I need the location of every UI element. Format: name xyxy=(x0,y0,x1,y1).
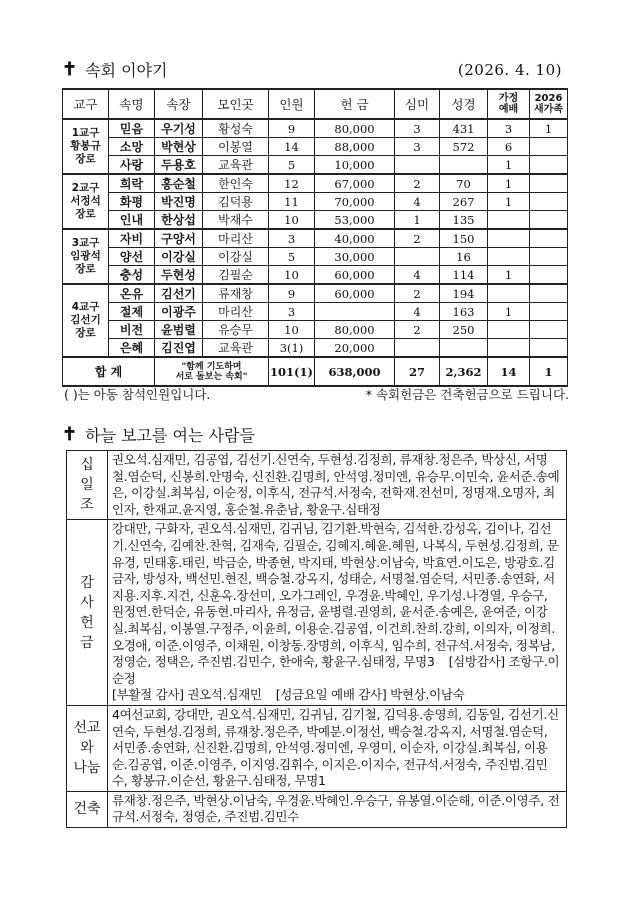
table-cell: 한인숙 xyxy=(203,174,269,193)
category-char: 건축 xyxy=(73,801,101,818)
table-cell: 1 xyxy=(530,119,568,138)
table-cell: 40,000 xyxy=(315,229,395,248)
total-label: 합 계 xyxy=(63,357,155,386)
category-char: 일 xyxy=(80,477,94,494)
notes-row xyxy=(64,385,569,403)
table-cell xyxy=(530,284,568,303)
table-cell: 1 xyxy=(395,211,440,230)
table-cell: 우기성 xyxy=(155,119,203,138)
table-row xyxy=(63,321,568,339)
total-cell: 2,362 xyxy=(440,357,488,386)
table-row xyxy=(63,266,568,285)
donor-names xyxy=(108,705,567,791)
table-cell: 1 xyxy=(488,303,530,321)
table-cell xyxy=(488,229,530,248)
header-cell: 속명 xyxy=(109,89,155,119)
donor-names xyxy=(108,791,567,827)
section-donors-heading xyxy=(62,423,255,446)
cross-icon: ✝ xyxy=(62,424,78,445)
table-cell: 홍순철 xyxy=(155,174,203,193)
donor-category xyxy=(67,451,108,520)
category-char: 선교 xyxy=(73,720,101,737)
table-cell xyxy=(530,193,568,211)
table-cell: 150 xyxy=(440,229,488,248)
table-cell: 교육관 xyxy=(203,339,269,358)
table-row xyxy=(63,229,568,248)
category-char: 감 xyxy=(80,574,94,591)
table-cell: 114 xyxy=(440,266,488,285)
table-cell: 2 xyxy=(395,174,440,193)
total-motto: "함께 기도하며 서로 돌보는 속회" xyxy=(155,357,269,386)
table-cell: 자비 xyxy=(109,229,155,248)
special-thanks: [성금요일 예배 감사] 박현상.이남숙 xyxy=(275,687,465,703)
table-cell: 두용호 xyxy=(155,156,203,175)
district-cell: 2교구 서정석 장로 xyxy=(63,174,109,229)
table-cell: 인내 xyxy=(109,211,155,230)
table-cell: 4 xyxy=(395,193,440,211)
table-cell: 88,000 xyxy=(315,138,395,156)
table-row xyxy=(63,193,568,211)
attendance-table xyxy=(62,88,568,387)
header-cell: 속장 xyxy=(155,89,203,119)
table-cell: 9 xyxy=(269,284,315,303)
table-cell: 김필순 xyxy=(203,266,269,285)
table-cell: 이강실 xyxy=(155,248,203,266)
names-text: 권오석.심재민, 김공엽, 김선기.신연숙, 두현성.김정희, 류재창.정은주, 박상신, 서명철.염순덕, 신봉희.안명숙, 신진환.김명희, 안석영.정미엔, 유승무.이민숙, 윤서준.송예은, 이강실.최복심, 이순정, 이후식, 전규석.서정숙, 전학재.전선미, 정명재.오명자, 최인자, 한재교.윤지영, 홍순철.유춘남, 황윤구.심태정 xyxy=(112,452,560,517)
table-cell: 박재수 xyxy=(203,211,269,230)
table-cell: 3 xyxy=(488,119,530,138)
table-cell xyxy=(440,156,488,175)
table-cell xyxy=(395,156,440,175)
table-row xyxy=(63,119,568,138)
table-cell: 소망 xyxy=(109,138,155,156)
table-cell: 희락 xyxy=(109,174,155,193)
table-cell: 267 xyxy=(440,193,488,211)
donor-category xyxy=(67,520,108,706)
total-cell: 1 xyxy=(530,357,568,386)
table-cell: 1 xyxy=(488,266,530,285)
table-cell xyxy=(530,266,568,285)
donor-row xyxy=(67,520,567,706)
table-cell: 사랑 xyxy=(109,156,155,175)
table-cell: 황성숙 xyxy=(203,119,269,138)
table-cell: 김진엽 xyxy=(155,339,203,358)
table-cell xyxy=(488,321,530,339)
table-cell: 4 xyxy=(395,266,440,285)
header-cell: 교구 xyxy=(63,89,109,119)
table-cell: 박진명 xyxy=(155,193,203,211)
table-cell: 3 xyxy=(269,229,315,248)
header-cell: 심미 xyxy=(395,89,440,119)
header-cell: 인원 xyxy=(269,89,315,119)
table-row xyxy=(63,138,568,156)
table-cell xyxy=(530,138,568,156)
cross-icon: ✝ xyxy=(62,59,78,80)
category-char: 헌 xyxy=(80,614,94,631)
table-cell: 2 xyxy=(395,284,440,303)
table-cell: 3 xyxy=(269,303,315,321)
table-cell: 80,000 xyxy=(315,119,395,138)
header-cell: 가정 예배 xyxy=(488,89,530,119)
table-cell: 10 xyxy=(269,321,315,339)
header-cell: 성경 xyxy=(440,89,488,119)
table-cell: 류재창 xyxy=(203,284,269,303)
table-cell xyxy=(530,156,568,175)
table-cell: 60,000 xyxy=(315,284,395,303)
table-cell: 11 xyxy=(269,193,315,211)
table-cell: 온유 xyxy=(109,284,155,303)
total-cell: 638,000 xyxy=(315,357,395,386)
table-cell: 9 xyxy=(269,119,315,138)
table-cell: 20,000 xyxy=(315,339,395,358)
table-cell: 화평 xyxy=(109,193,155,211)
special-thanks: [심방감사] 조항구.이순정 xyxy=(112,654,560,686)
total-cell: 101(1) xyxy=(269,357,315,386)
district-cell: 4교구 김선기 장로 xyxy=(63,284,109,357)
table-cell: 4 xyxy=(395,303,440,321)
special-thanks: [부활절 감사] 권오석.심재민 xyxy=(112,687,262,703)
table-header-row xyxy=(63,89,568,119)
note-child-count: ( )는 아동 참석인원입니다. xyxy=(64,387,211,402)
table-cell: 3 xyxy=(395,119,440,138)
table-cell: 윤범렬 xyxy=(155,321,203,339)
total-row xyxy=(63,357,568,386)
section-title: 하늘 보고를 여는 사람들 xyxy=(85,426,255,445)
table-cell: 마리산 xyxy=(203,303,269,321)
total-cell: 27 xyxy=(395,357,440,386)
table-cell: 250 xyxy=(440,321,488,339)
table-cell: 6 xyxy=(488,138,530,156)
category-char: 사 xyxy=(80,594,94,611)
table-cell: 1 xyxy=(488,174,530,193)
table-cell: 비전 xyxy=(109,321,155,339)
donor-names xyxy=(108,520,567,706)
names-text: 류재창.정은주, 박현상.이남숙, 우경윤.박혜인.우승구, 유봉열.이순해, 이준.이영주, 전규석.서정숙, 정영순, 주진범.김민수 xyxy=(112,792,560,825)
table-cell xyxy=(530,321,568,339)
table-cell: 16 xyxy=(440,248,488,266)
note-offering: * 속회헌금은 건축헌금으로 드립니다. xyxy=(365,387,569,402)
table-row xyxy=(63,284,568,303)
table-cell: 은혜 xyxy=(109,339,155,358)
table-cell: 절제 xyxy=(109,303,155,321)
table-cell xyxy=(488,339,530,358)
table-cell: 53,000 xyxy=(315,211,395,230)
table-cell: 유승무 xyxy=(203,321,269,339)
table-cell xyxy=(488,211,530,230)
table-cell: 마리산 xyxy=(203,229,269,248)
donor-table xyxy=(66,450,567,828)
table-cell xyxy=(530,248,568,266)
header-cell: 헌 금 xyxy=(315,89,395,119)
table-cell: 60,000 xyxy=(315,266,395,285)
header-cell: 2026 새가족 xyxy=(530,89,568,119)
table-cell xyxy=(488,284,530,303)
table-row xyxy=(63,248,568,266)
table-cell xyxy=(488,248,530,266)
table-cell: 10,000 xyxy=(315,156,395,175)
donor-category xyxy=(67,705,108,791)
category-char: 십 xyxy=(80,457,94,474)
table-cell: 1 xyxy=(488,193,530,211)
table-cell: 이봉열 xyxy=(203,138,269,156)
section-title: 속회 이야기 xyxy=(85,61,168,80)
table-cell: 14 xyxy=(269,138,315,156)
table-cell xyxy=(395,339,440,358)
donor-row xyxy=(67,791,567,827)
district-cell: 3교구 임광석 장로 xyxy=(63,229,109,284)
table-cell: 믿음 xyxy=(109,119,155,138)
table-cell: 30,000 xyxy=(315,248,395,266)
header-cell: 모인곳 xyxy=(203,89,269,119)
table-cell: 67,000 xyxy=(315,174,395,193)
table-cell: 양선 xyxy=(109,248,155,266)
table-cell: 박현상 xyxy=(155,138,203,156)
table-row xyxy=(63,211,568,230)
table-cell: 김덕용 xyxy=(203,193,269,211)
table-row xyxy=(63,156,568,175)
table-cell: 135 xyxy=(440,211,488,230)
table-cell xyxy=(530,174,568,193)
table-cell: 12 xyxy=(269,174,315,193)
table-cell xyxy=(530,229,568,248)
table-cell xyxy=(395,248,440,266)
table-cell: 김선기 xyxy=(155,284,203,303)
district-cell: 1교구 황봉규 장로 xyxy=(63,119,109,174)
table-cell: 3(1) xyxy=(269,339,315,358)
category-char: 와 xyxy=(80,740,94,757)
table-cell: 194 xyxy=(440,284,488,303)
table-cell: 3 xyxy=(395,138,440,156)
donor-names xyxy=(108,451,567,520)
table-cell xyxy=(530,303,568,321)
report-date: (2026. 4. 10) xyxy=(457,61,562,79)
table-cell: 572 xyxy=(440,138,488,156)
table-cell: 70,000 xyxy=(315,193,395,211)
table-cell: 이강실 xyxy=(203,248,269,266)
table-cell: 10 xyxy=(269,211,315,230)
table-cell: 70 xyxy=(440,174,488,193)
table-cell: 431 xyxy=(440,119,488,138)
category-char: 나눔 xyxy=(73,760,101,777)
table-cell xyxy=(440,339,488,358)
table-cell xyxy=(530,339,568,358)
table-cell: 두현성 xyxy=(155,266,203,285)
table-cell: 이광주 xyxy=(155,303,203,321)
table-cell xyxy=(315,303,395,321)
table-cell: 충성 xyxy=(109,266,155,285)
table-cell xyxy=(530,211,568,230)
table-row xyxy=(63,174,568,193)
names-text: 4여선교회, 강대만, 권오석.심재민, 김귀님, 김기철, 김덕용.송영희, 김동일, 김선기.신연숙, 두현성.김정희, 류재창.정은주, 박예분.이정선, 백승철.강옥지, 서명철.염순덕, 서민종.송연화, 신진환.김명희, 안석영.정미엔, 우영미, 이순자, 이강실.최복심, 이용순.김공엽, 이준.이영주, 이지영.김휘수, 이지은.이지수, 전규석.서정숙, 주진범.김민수, 황봉규.이순선, 황윤구.심태정, 무명1 xyxy=(112,706,559,789)
table-cell: 1 xyxy=(488,156,530,175)
table-cell: 163 xyxy=(440,303,488,321)
table-cell: 2 xyxy=(395,321,440,339)
total-cell: 14 xyxy=(488,357,530,386)
section-attendance-heading xyxy=(62,58,167,81)
table-cell: 2 xyxy=(395,229,440,248)
table-cell: 80,000 xyxy=(315,321,395,339)
donor-row xyxy=(67,451,567,520)
table-cell: 구양서 xyxy=(155,229,203,248)
donor-category xyxy=(67,791,108,827)
table-cell: 교육관 xyxy=(203,156,269,175)
category-char: 금 xyxy=(80,634,94,651)
table-cell: 10 xyxy=(269,266,315,285)
table-cell: 한상섭 xyxy=(155,211,203,230)
donor-row xyxy=(67,705,567,791)
table-row xyxy=(63,339,568,358)
table-row xyxy=(63,303,568,321)
category-char: 조 xyxy=(80,497,94,514)
table-cell: 5 xyxy=(269,156,315,175)
names-text: 강대만, 구화자, 권오석.심재민, 김귀님, 김기환.박현숙, 김석한.강성옥, 김이나, 김선기.신연숙, 김예찬.찬혁, 김재숙, 김필순, 김혜지.혜윤.혜원, 나복식, 두현성.김정희, 문유경, 민태홍.태린, 박금순, 박종현, 박지태, 박현상.이남숙, 박효연.이도은, 방광호.김금자, 방성자, 백선민.현진, 백승철.강옥지, 성태순, 서명철.염순덕, 서민종.송연화, 서지용.지후.지건, 신훈옥.장선미, 오가그레인, 우경윤.박혜인, 우기성.나경열, 우승구, 원정연.한덕순, 유동현.마리사, 유정금, 윤병렬.권영희, 윤서준.송예은, 윤여준, 이강실.최복심, 이봉열.구정주, 이윤희, 이용순.김공엽, 이건희.찬희.강희, 이의자, 이정희.오경애, 이준.이영주, 이채원, 이창동.장명희, 이후식, 임수희, 전규석.서정숙, 정복남, 정영순, 정택은, 주진범.김민수, 한애숙, 황윤구.심태정, 무명3 xyxy=(112,521,559,670)
table-cell: 5 xyxy=(269,248,315,266)
